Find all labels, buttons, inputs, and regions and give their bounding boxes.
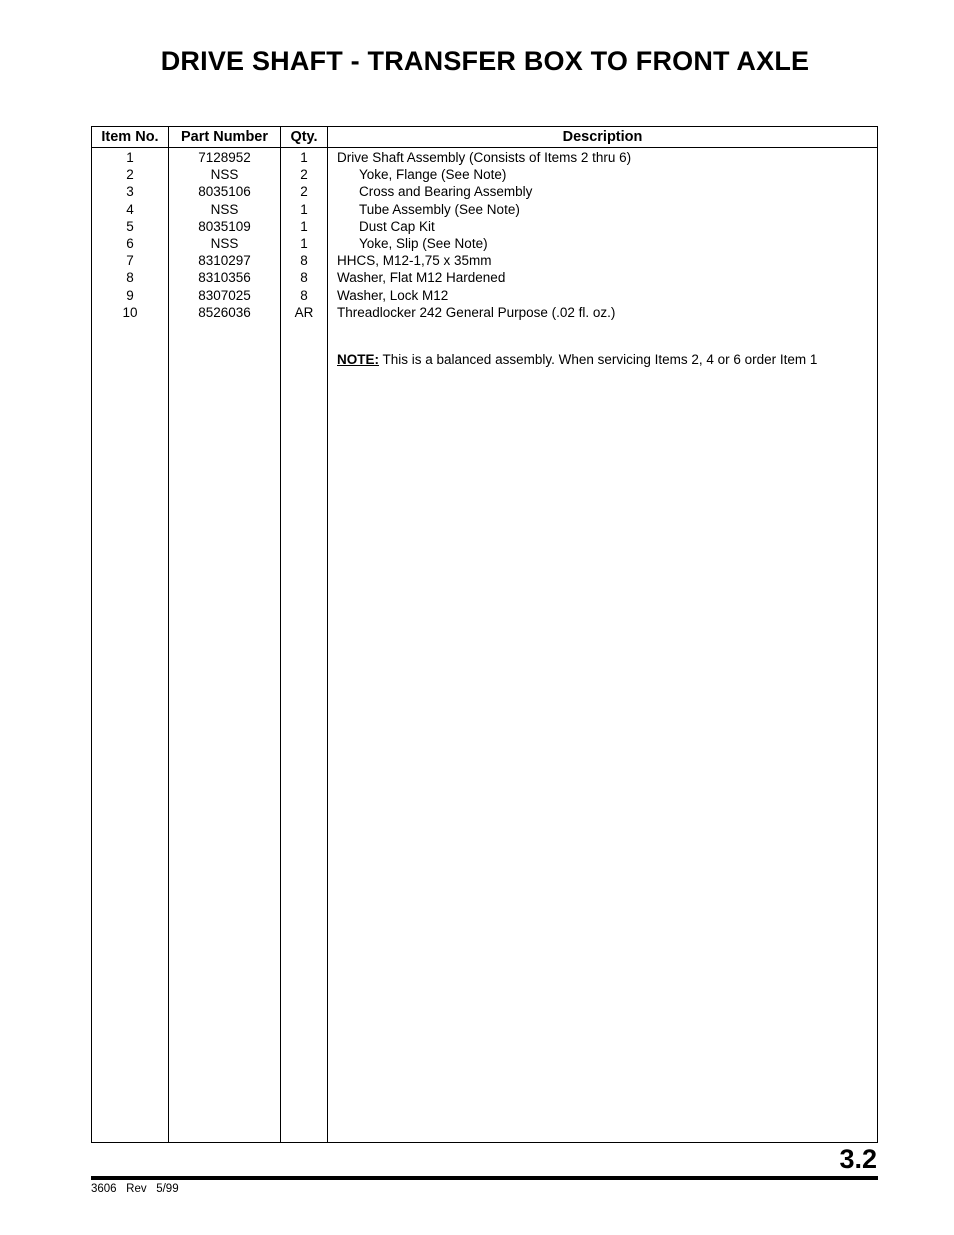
- part-number: 8526036: [198, 304, 251, 320]
- quantity: 1: [300, 235, 308, 251]
- description: Yoke, Flange (See Note): [359, 167, 507, 183]
- quantity: 8: [300, 287, 308, 303]
- item-number: 8: [126, 270, 134, 286]
- page-title: DRIVE SHAFT - TRANSFER BOX TO FRONT AXLE: [160, 46, 810, 76]
- description: Drive Shaft Assembly (Consists of Items 2 thru 6): [337, 150, 632, 165]
- quantity: 1: [300, 218, 308, 234]
- description: Threadlocker 242 General Purpose (.02 fl. oz.): [337, 304, 616, 320]
- quantity: 8: [300, 270, 308, 286]
- item-number: 7: [126, 253, 134, 269]
- description: HHCS, M12-1,75 x 35mm: [337, 253, 492, 269]
- table-row: [92, 183, 877, 200]
- table-row: [92, 304, 877, 321]
- description: Tube Assembly (See Note): [359, 201, 520, 217]
- description: Washer, Lock M12: [337, 287, 449, 303]
- header-divider: [92, 147, 877, 148]
- description: Cross and Bearing Assembly: [359, 184, 533, 200]
- item-number: 3: [126, 184, 134, 200]
- description: Washer, Flat M12 Hardened: [337, 270, 506, 286]
- part-number: NSS: [210, 167, 239, 183]
- table-row: [92, 166, 877, 183]
- table-row: [92, 287, 877, 304]
- table-body: [92, 149, 877, 321]
- part-number: 8310297: [198, 253, 251, 269]
- quantity: 2: [300, 184, 308, 200]
- table-row: [92, 252, 877, 269]
- table-row: [92, 218, 877, 235]
- item-number: 5: [126, 218, 134, 234]
- item-number: 10: [122, 304, 138, 320]
- quantity: 8: [300, 253, 308, 269]
- quantity: 2: [300, 167, 308, 183]
- header-description: Description: [562, 129, 643, 145]
- item-number: 4: [126, 201, 134, 217]
- quantity: AR: [294, 304, 314, 320]
- footer-revision: 3606 Rev 5/99: [91, 1183, 179, 1195]
- item-number: 1: [126, 150, 134, 165]
- page-number: 3.2: [839, 1144, 877, 1174]
- header-part-number: Part Number: [180, 129, 269, 145]
- parts-table: [91, 126, 878, 1143]
- table-row: [92, 149, 877, 166]
- description: Yoke, Slip (See Note): [359, 235, 488, 251]
- part-number: NSS: [210, 201, 239, 217]
- part-number: 7128952: [198, 150, 251, 165]
- table-row: [92, 269, 877, 286]
- part-number: NSS: [210, 235, 239, 251]
- description: Dust Cap Kit: [359, 218, 435, 234]
- table-row: [92, 201, 877, 218]
- table-row: [92, 235, 877, 252]
- note-label: NOTE:: [337, 352, 379, 367]
- note-text: This is a balanced assembly. When servicing Items 2, 4 or 6 order Item 1: [379, 352, 818, 367]
- header-qty: Qty.: [290, 129, 318, 145]
- part-number: 8307025: [198, 287, 251, 303]
- item-number: 6: [126, 235, 134, 251]
- part-number: 8035109: [198, 218, 251, 234]
- service-note: [337, 352, 817, 367]
- item-number: 9: [126, 287, 134, 303]
- footer-rule: [91, 1176, 878, 1180]
- quantity: 1: [300, 201, 308, 217]
- item-number: 2: [126, 167, 134, 183]
- part-number: 8035106: [198, 184, 251, 200]
- header-item-no: Item No.: [101, 129, 159, 145]
- quantity: 1: [300, 150, 308, 165]
- part-number: 8310356: [198, 270, 251, 286]
